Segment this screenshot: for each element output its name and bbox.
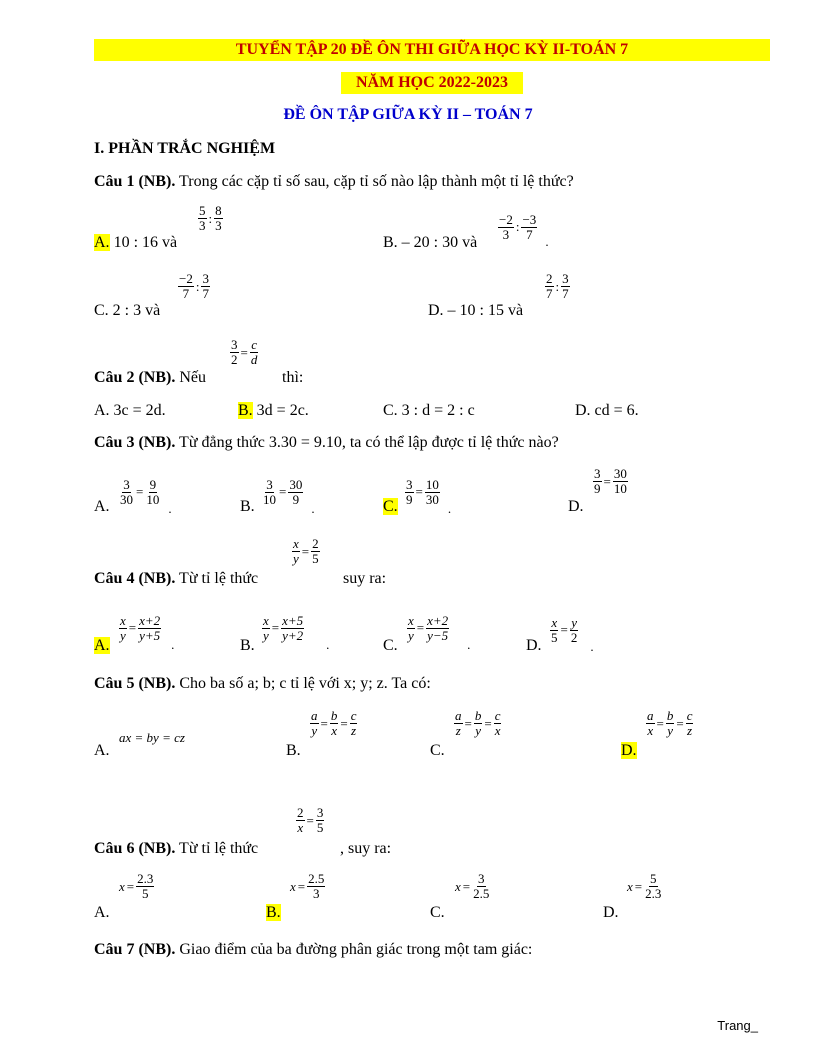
question-5: Câu 5 (NB). Cho ba số a; b; c tỉ lệ với x; y; z. Ta có:: [94, 675, 431, 692]
page-footer: Trang_: [717, 1018, 758, 1033]
q3-d-math: $\frac{3}{9}$ = $\frac{30}{10}$: [594, 466, 627, 496]
q5-b-math: $\frac{a}{y}$ = $\frac{b}{x}$ = $\frac{c}{z}$: [311, 708, 357, 738]
question-7: Câu 7 (NB). Giao điểm của ba đường phân giác trong một tam giác:: [94, 941, 533, 958]
q2-option-d: D. cd = 6.: [575, 402, 639, 419]
q2-post: thì:: [282, 369, 304, 386]
q3-b-math: $\frac{3}{10}$ = $\frac{30}{9}$ .: [263, 476, 315, 516]
q1-option-c: C. 2 : 3 và: [94, 302, 161, 319]
question-label: Câu 1 (NB).: [94, 173, 176, 190]
q3-c-math: $\frac{3}{9}$ = $\frac{10}{30}$ .: [406, 476, 452, 516]
q5-c-math: $\frac{a}{z}$ = $\frac{b}{y}$ = $\frac{c}{x}$: [455, 708, 501, 738]
q3-option-b: B.: [240, 498, 255, 515]
q3-a-math: $\frac{3}{30}$ = $\frac{9}{10}$ .: [120, 476, 172, 516]
q6-math: $\frac{2}{x}$ = $\frac{3}{5}$: [297, 805, 324, 835]
q4-option-a: A.: [94, 637, 110, 654]
q1-option-b: B. – 20 : 30 và: [383, 234, 478, 251]
question-6: Câu 6 (NB). Từ tỉ lệ thức: [94, 840, 259, 857]
question-4: Câu 4 (NB). Từ tỉ lệ thức: [94, 570, 259, 587]
q4-math: $\frac{x}{y}$ = $\frac{2}{5}$: [293, 536, 319, 566]
exam-title: ĐỀ ÔN TẬP GIỮA KỲ II – TOÁN 7: [283, 106, 533, 123]
fraction: $\frac{8}{3}$: [215, 203, 222, 233]
q4-c-math: $\frac{x}{y}$ = $\frac{x+2}{y-5}$ .: [408, 612, 471, 652]
q6-option-b: B.: [266, 904, 281, 921]
q5-option-d: D.: [621, 742, 637, 759]
q1-d-math: $\frac{2}{7}$ : $\frac{3}{7}$: [546, 271, 569, 301]
q1-option-a: [94, 234, 177, 252]
option-letter: A.: [94, 234, 110, 251]
question-1: [94, 173, 574, 191]
q3-option-c: C.: [383, 498, 398, 515]
q4-option-c: C.: [383, 637, 398, 654]
q1-c-math: $\frac{-2}{7}$ : $\frac{3}{7}$: [179, 271, 209, 301]
q4-a-math: $\frac{x}{y}$ = $\frac{x+2}{y+5}$ .: [120, 612, 175, 652]
section-heading: I. PHẦN TRẮC NGHIỆM: [94, 140, 276, 157]
q2-math: $\frac{3}{2}$ = $\frac{c}{d}$: [231, 337, 258, 367]
q5-option-a: A.: [94, 742, 110, 759]
question-text: Trong các cặp tỉ số sau, cặp tỉ số nào lập thành một tỉ lệ thức?: [175, 173, 574, 190]
q4-option-d: D.: [526, 637, 542, 654]
q2-option-a: A. 3c = 2d.: [94, 402, 166, 419]
q5-a-math: ax = by = cz: [119, 730, 185, 745]
q1-a-math: $\frac{5}{3}$ : $\frac{8}{3}$: [199, 203, 222, 233]
q5-d-math: $\frac{a}{x}$ = $\frac{b}{y}$ = $\frac{c}{z}$: [647, 708, 693, 738]
q2-option-c: C. 3 : d = 2 : c: [383, 402, 475, 419]
title-line-2: NĂM HỌC 2022-2023: [341, 72, 523, 94]
q6-d-math: x = $\frac{5}{2.3}$: [627, 871, 662, 901]
q4-post: suy ra:: [343, 570, 387, 587]
q6-post: , suy ra:: [340, 840, 392, 857]
question-2: Câu 2 (NB). Nếu: [94, 369, 206, 386]
q4-option-b: B.: [240, 637, 255, 654]
q4-b-math: $\frac{x}{y}$ = $\frac{x+5}{y+2}$ .: [263, 612, 330, 652]
q1-b-math: $\frac{-2}{3}$ : $\frac{-3}{7}$ .: [499, 211, 549, 249]
q2-option-b: B. 3d = 2c.: [238, 402, 309, 419]
q6-a-math: x = $\frac{2.3}{5}$: [119, 871, 154, 901]
question-3: Câu 3 (NB). Từ đẳng thức 3.30 = 9.10, ta có thể lập được tỉ lệ thức nào?: [94, 434, 559, 451]
title-line-1: TUYỂN TẬP 20 ĐỀ ÔN THI GIỮA HỌC KỲ II-TOÁN 7: [94, 39, 770, 61]
q6-b-math: x = $\frac{2.5}{3}$: [290, 871, 325, 901]
q6-option-a: A.: [94, 904, 110, 921]
q3-option-a: A.: [94, 498, 110, 515]
q5-option-c: C.: [430, 742, 445, 759]
q4-d-math: $\frac{x}{5}$ = $\frac{y}{2}$ .: [551, 614, 594, 654]
q6-option-c: C.: [430, 904, 445, 921]
option-text: 10 : 16 và: [109, 234, 178, 251]
fraction: $\frac{5}{3}$: [199, 203, 206, 233]
q1-option-d: D. – 10 : 15 và: [428, 302, 524, 319]
q3-option-d: D.: [568, 498, 584, 515]
q5-option-b: B.: [286, 742, 301, 759]
q6-c-math: x = $\frac{3}{2.5}$: [455, 871, 490, 901]
q6-option-d: D.: [603, 904, 619, 921]
